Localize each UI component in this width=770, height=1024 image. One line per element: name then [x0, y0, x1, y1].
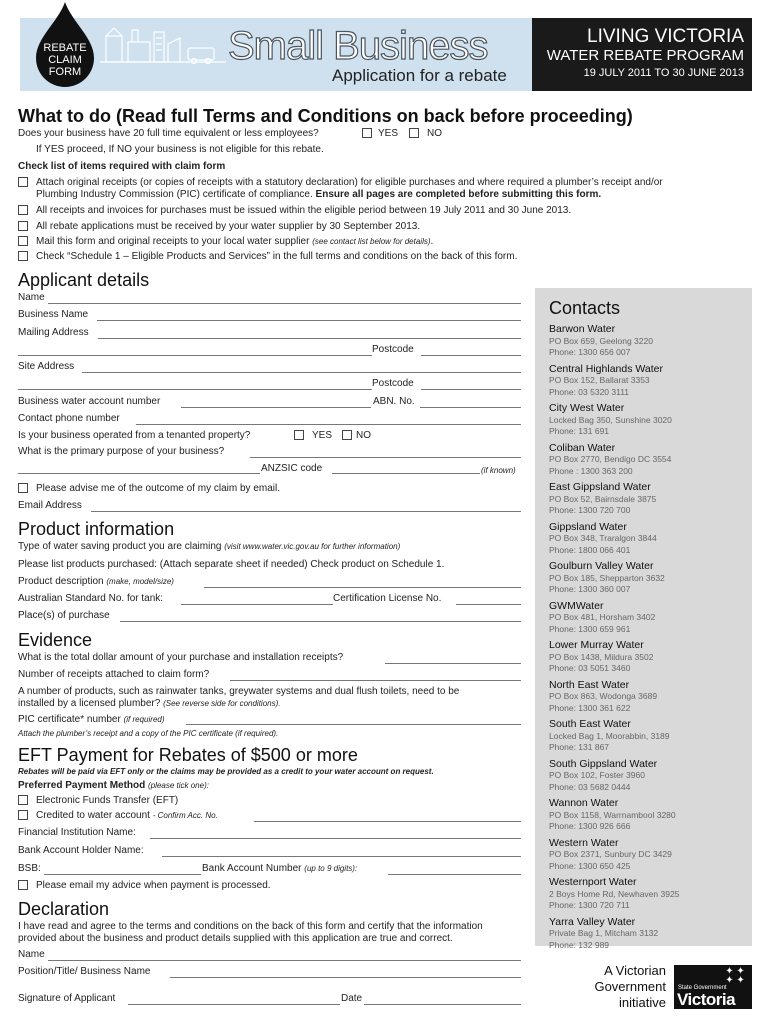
- contact-phone: Phone: 1300 360 007: [549, 584, 631, 594]
- purchase-place-label: Place(s) of purchase: [18, 610, 110, 621]
- contact-address: PO Box 2371, Sunbury DC 3429: [549, 849, 672, 859]
- postcode-field[interactable]: [421, 355, 521, 356]
- licensed-plumber-text: A number of products, such as rainwater tanks, greywater systems and dual flush toilets, need to be: [18, 686, 460, 697]
- anzsic-field[interactable]: [332, 473, 480, 474]
- contact-name: Western Water: [549, 836, 619, 849]
- pic-attach-note: Attach the plumber’s receipt and a copy of the PIC certificate (if required).: [18, 729, 279, 738]
- product-description-field[interactable]: [204, 587, 521, 588]
- purchase-place-field[interactable]: [120, 621, 521, 622]
- eft-option-checkbox[interactable]: [18, 795, 28, 805]
- water-account-label: Business water account number: [18, 396, 161, 407]
- institution-field[interactable]: [150, 838, 521, 839]
- contact-item: [549, 560, 752, 596]
- contact-address: PO Box 659, Geelong 3220: [549, 335, 653, 346]
- checklist-period-checkbox[interactable]: [18, 205, 28, 215]
- site-postcode-field[interactable]: [421, 389, 521, 390]
- employees-no-label: NO: [427, 128, 442, 139]
- signature-field[interactable]: [128, 1004, 340, 1005]
- purpose-field[interactable]: [250, 457, 521, 458]
- contact-phone: Phone: 1300 659 961: [549, 623, 631, 634]
- program-subname: WATER REBATE PROGRAM: [546, 47, 744, 64]
- eft-heading: EFT Payment for Rebates of $500 or more: [18, 745, 358, 765]
- declaration-text-2: provided about the business and product details supplied with this application are true and correct.: [18, 933, 453, 944]
- mailing-address-label: Mailing Address: [18, 327, 89, 338]
- contact-name: Goulburn Valley Water: [549, 560, 654, 572]
- contact-address: PO Box 2770, Bendigo DC 3554: [549, 454, 672, 464]
- product-heading: Product information: [18, 519, 175, 539]
- account-number-field[interactable]: [388, 874, 521, 875]
- tank-standard-label: Australian Standard No. for tank:: [18, 593, 164, 604]
- checklist-receipts-checkbox[interactable]: [18, 177, 28, 187]
- position-label: Position/Title/ Business Name: [18, 966, 151, 977]
- form-title: Small Business: [228, 24, 488, 68]
- tenanted-yes-checkbox[interactable]: [294, 430, 304, 440]
- receipt-count-label: Number of receipts attached to claim form?: [18, 669, 210, 680]
- cert-license-label: Certification License No.: [333, 593, 442, 604]
- date-label: Date: [341, 993, 363, 1004]
- contact-phone: Phone: 03 5682 0444: [549, 781, 631, 792]
- email-address-label: Email Address: [18, 500, 82, 511]
- checklist-schedule-checkbox[interactable]: [18, 251, 28, 261]
- contact-name: GWMWater: [549, 599, 604, 612]
- contact-item: [549, 916, 752, 952]
- contact-item: [549, 600, 752, 636]
- contact-item: [549, 442, 752, 478]
- contact-phone: Phone: 1300 720 711: [549, 900, 630, 910]
- account-number-label: Bank Account Number (up to 9 digits):: [202, 863, 358, 874]
- checklist-heading: Check list of items required with claim form: [18, 161, 226, 172]
- name-label: Name: [18, 292, 45, 303]
- total-amount-field[interactable]: [385, 663, 521, 664]
- email-payment-checkbox[interactable]: [18, 880, 28, 890]
- business-illustration: [98, 22, 228, 66]
- tank-standard-field[interactable]: [181, 604, 333, 605]
- pic-number-label: PIC certificate* number (if required): [18, 714, 165, 725]
- checklist-item-2: All receipts and invoices for purchases must be issued within the eligible period between 19 July 2011 and 30 June 2013.: [36, 205, 572, 216]
- contact-phone: Phone : 1300 363 200: [549, 465, 633, 476]
- tenanted-no-checkbox[interactable]: [342, 430, 352, 440]
- contact-address: Private Bag 1, Mitcham 3132: [549, 928, 659, 938]
- contact-name: Wannon Water: [549, 797, 619, 809]
- checklist-item-4: Mail this form and original receipts to your local water supplier (see contact list below for details).: [36, 236, 434, 247]
- purpose-field-2[interactable]: [18, 473, 260, 474]
- contact-phone: Phone: 132 989: [549, 939, 610, 950]
- contact-address: PO Box 185, Shepparton 3632: [549, 572, 665, 583]
- eft-note: Rebates will be paid via EFT only or the claims may be provided as a credit to your water account on request.: [18, 767, 434, 776]
- anzsic-label: ANZSIC code: [261, 463, 323, 474]
- phone-label: Contact phone number: [18, 413, 120, 424]
- eft-option-label: Electronic Funds Transfer (EFT): [36, 795, 179, 806]
- contacts-heading: Contacts: [549, 298, 621, 318]
- victorian-government-initiative: A Victorian Government initiative: [594, 963, 666, 1010]
- what-to-do-heading: What to do (Read full Terms and Conditions on back before proceeding): [18, 106, 633, 126]
- account-holder-field[interactable]: [162, 856, 521, 857]
- contact-item: [549, 679, 752, 715]
- contact-name: Coliban Water: [549, 441, 616, 454]
- account-holder-label: Bank Account Holder Name:: [18, 845, 144, 856]
- product-description-label: Product description (make, model/size): [18, 576, 174, 587]
- contact-phone: Phone: 1300 361 622: [549, 702, 631, 713]
- tenanted-yes-label: YES: [312, 430, 333, 441]
- program-name: LIVING VICTORIA: [587, 26, 744, 47]
- email-payment-label: Please email my advice when payment is processed.: [36, 880, 271, 891]
- contact-address: PO Box 348, Traralgon 3844: [549, 533, 657, 543]
- business-name-field[interactable]: [97, 320, 521, 321]
- evidence-heading: Evidence: [18, 630, 93, 650]
- credit-account-checkbox[interactable]: [18, 810, 28, 820]
- site-postcode-label: Postcode: [372, 378, 414, 389]
- contact-name: Barwon Water: [549, 323, 616, 335]
- water-account-field[interactable]: [181, 407, 371, 408]
- contact-name: Gippsland Water: [549, 520, 627, 533]
- rebate-claim-badge: REBATE CLAIM FORM: [43, 42, 87, 78]
- contact-name: Lower Murray Water: [549, 639, 644, 651]
- form-subtitle: Application for a rebate: [332, 66, 507, 85]
- contact-item: [549, 639, 752, 675]
- decl-name-label: Name: [18, 949, 45, 960]
- contact-item: [549, 363, 752, 399]
- employees-no-checkbox[interactable]: [409, 128, 419, 138]
- contact-item: [549, 837, 752, 873]
- contact-phone: Phone: 1300 656 007: [549, 347, 631, 357]
- contact-name: South East Water: [549, 718, 631, 730]
- checklist-item-1: Attach original receipts (or copies of receipts with a statutory declaration) for eligible purchases and where required a plumber’s receipt and/or: [36, 177, 663, 188]
- contact-address: PO Box 52, Bairnsdale 3875: [549, 493, 657, 504]
- tenanted-no-label: NO: [356, 430, 371, 441]
- contact-phone: Phone: 1300 720 700: [549, 505, 631, 515]
- checklist-deadline-checkbox[interactable]: [18, 221, 28, 231]
- abn-label: ABN. No.: [373, 396, 415, 407]
- position-field[interactable]: [170, 977, 521, 978]
- phone-field[interactable]: [136, 424, 521, 425]
- purpose-label: What is the primary purpose of your business?: [18, 446, 225, 457]
- checklist-item-1b: Plumbing Industry Commission (PIC) certificate of compliance. Ensure all pages are completed before submitting this form.: [36, 189, 602, 200]
- business-name-label: Business Name: [18, 309, 89, 320]
- employees-yes-label: YES: [378, 128, 399, 139]
- contact-phone: Phone: 1300 650 425: [549, 860, 631, 871]
- signature-label: Signature of Applicant: [18, 993, 116, 1004]
- site-address-field[interactable]: [82, 372, 521, 373]
- postcode-label: Postcode: [372, 344, 414, 355]
- contact-item: [549, 718, 752, 754]
- program-dates: 19 JULY 2011 TO 30 JUNE 2013: [583, 67, 744, 79]
- checklist-item-5: Check “Schedule 1 – Eligible Products and Services” in the full terms and conditions on the back of this form.: [36, 251, 518, 262]
- contact-item: [549, 797, 752, 833]
- institution-label: Financial Institution Name:: [18, 827, 136, 838]
- contact-address: PO Box 1158, Warrnambool 3280: [549, 809, 676, 820]
- mailing-address-field[interactable]: [98, 338, 521, 339]
- decl-name-field[interactable]: [48, 960, 521, 961]
- contact-name: East Gippsland Water: [549, 481, 651, 493]
- site-address-field-2[interactable]: [18, 389, 372, 390]
- contact-item: [549, 876, 752, 912]
- contact-name: North East Water: [549, 678, 630, 691]
- contact-address: PO Box 481, Horsham 3402: [549, 612, 656, 622]
- contact-phone: Phone: 03 5051 3460: [549, 663, 631, 673]
- abn-field[interactable]: [420, 407, 521, 408]
- contact-phone: Phone: 131 867: [549, 742, 610, 752]
- southern-cross-icon: ✦ ✦ ✦ ✦: [725, 966, 745, 986]
- contact-address: PO Box 102, Foster 3960: [549, 770, 645, 780]
- bsb-field[interactable]: [44, 874, 201, 875]
- tenanted-question: Is your business operated from a tenanted property?: [18, 430, 251, 441]
- product-list-label: Please list products purchased: (Attach separate sheet if needed) Check product on Schedule 1.: [18, 559, 445, 570]
- receipt-count-field[interactable]: [230, 680, 521, 681]
- contact-address: 2 Boys Home Rd, Newhaven 3925: [549, 888, 680, 899]
- contact-item: [549, 402, 752, 438]
- contact-item: [549, 481, 752, 517]
- credit-account-label: Credited to water account - Confirm Acc. No.: [36, 810, 218, 821]
- date-field[interactable]: [364, 1004, 521, 1005]
- declaration-text: I have read and agree to the terms and conditions on the back of this form and certify that the information: [18, 921, 483, 932]
- contact-name: Central Highlands Water: [549, 362, 663, 375]
- bsb-label: BSB:: [18, 863, 41, 874]
- contact-address: PO Box 863, Wodonga 3689: [549, 691, 658, 701]
- contact-phone: Phone: 03 5320 3111: [549, 386, 630, 397]
- contact-list: [549, 323, 752, 951]
- anzsic-hint: (if known): [481, 466, 516, 475]
- contact-name: South Gippsland Water: [549, 757, 658, 770]
- contact-name: Yarra Valley Water: [549, 915, 636, 928]
- contact-address: PO Box 1438, Mildura 3502: [549, 651, 654, 662]
- program-box: [532, 18, 752, 91]
- product-type-label: Type of water saving product you are claiming (visit www.water.vic.gov.au for further information): [18, 541, 401, 552]
- site-address-label: Site Address: [18, 361, 75, 372]
- contact-name: Westernport Water: [549, 876, 637, 888]
- checklist-mail-checkbox[interactable]: [18, 236, 28, 246]
- confirm-account-field[interactable]: [254, 821, 521, 822]
- contact-item: [549, 521, 752, 557]
- licensed-plumber-text-2: installed by a licensed plumber? (See reverse side for conditions).: [18, 698, 281, 709]
- total-amount-label: What is the total dollar amount of your purchase and installation receipts?: [18, 652, 344, 663]
- checklist-item-3: All rebate applications must be received by your water supplier by 30 September 2013.: [36, 221, 421, 232]
- contact-address: PO Box 152, Ballarat 3353: [549, 375, 650, 385]
- contact-phone: Phone: 131 691: [549, 426, 610, 436]
- contact-address: Locked Bag 350, Sunshine 3020: [549, 414, 672, 425]
- contacts-panel: [535, 288, 752, 950]
- email-outcome-label: Please advise me of the outcome of my claim by email.: [36, 483, 280, 494]
- declaration-heading: Declaration: [18, 899, 110, 919]
- contact-item: [549, 323, 752, 359]
- contact-item: [549, 758, 752, 794]
- employees-yes-checkbox[interactable]: [362, 128, 372, 138]
- email-address-field[interactable]: [91, 511, 521, 512]
- contact-phone: Phone: 1300 926 666: [549, 821, 631, 831]
- contact-address: Locked Bag 1, Moorabbin, 3189: [549, 730, 670, 741]
- email-outcome-checkbox[interactable]: [18, 483, 28, 493]
- contact-name: City West Water: [549, 402, 625, 414]
- mailing-address-field-2[interactable]: [18, 355, 372, 356]
- applicant-heading: Applicant details: [18, 270, 150, 290]
- employees-question: Does your business have 20 full time equivalent or less employees?: [18, 128, 319, 139]
- eligibility-note: If YES proceed, If NO your business is not eligible for this rebate.: [36, 144, 324, 155]
- pic-number-field[interactable]: [186, 724, 521, 725]
- cert-license-field[interactable]: [456, 604, 521, 605]
- victoria-logo: ✦ ✦ ✦ ✦ State Government Victoria: [674, 965, 752, 1009]
- contact-phone: Phone: 1800 066 401: [549, 544, 631, 555]
- payment-method-label: Preferred Payment Method (please tick one):: [18, 780, 209, 791]
- name-field[interactable]: [48, 303, 521, 304]
